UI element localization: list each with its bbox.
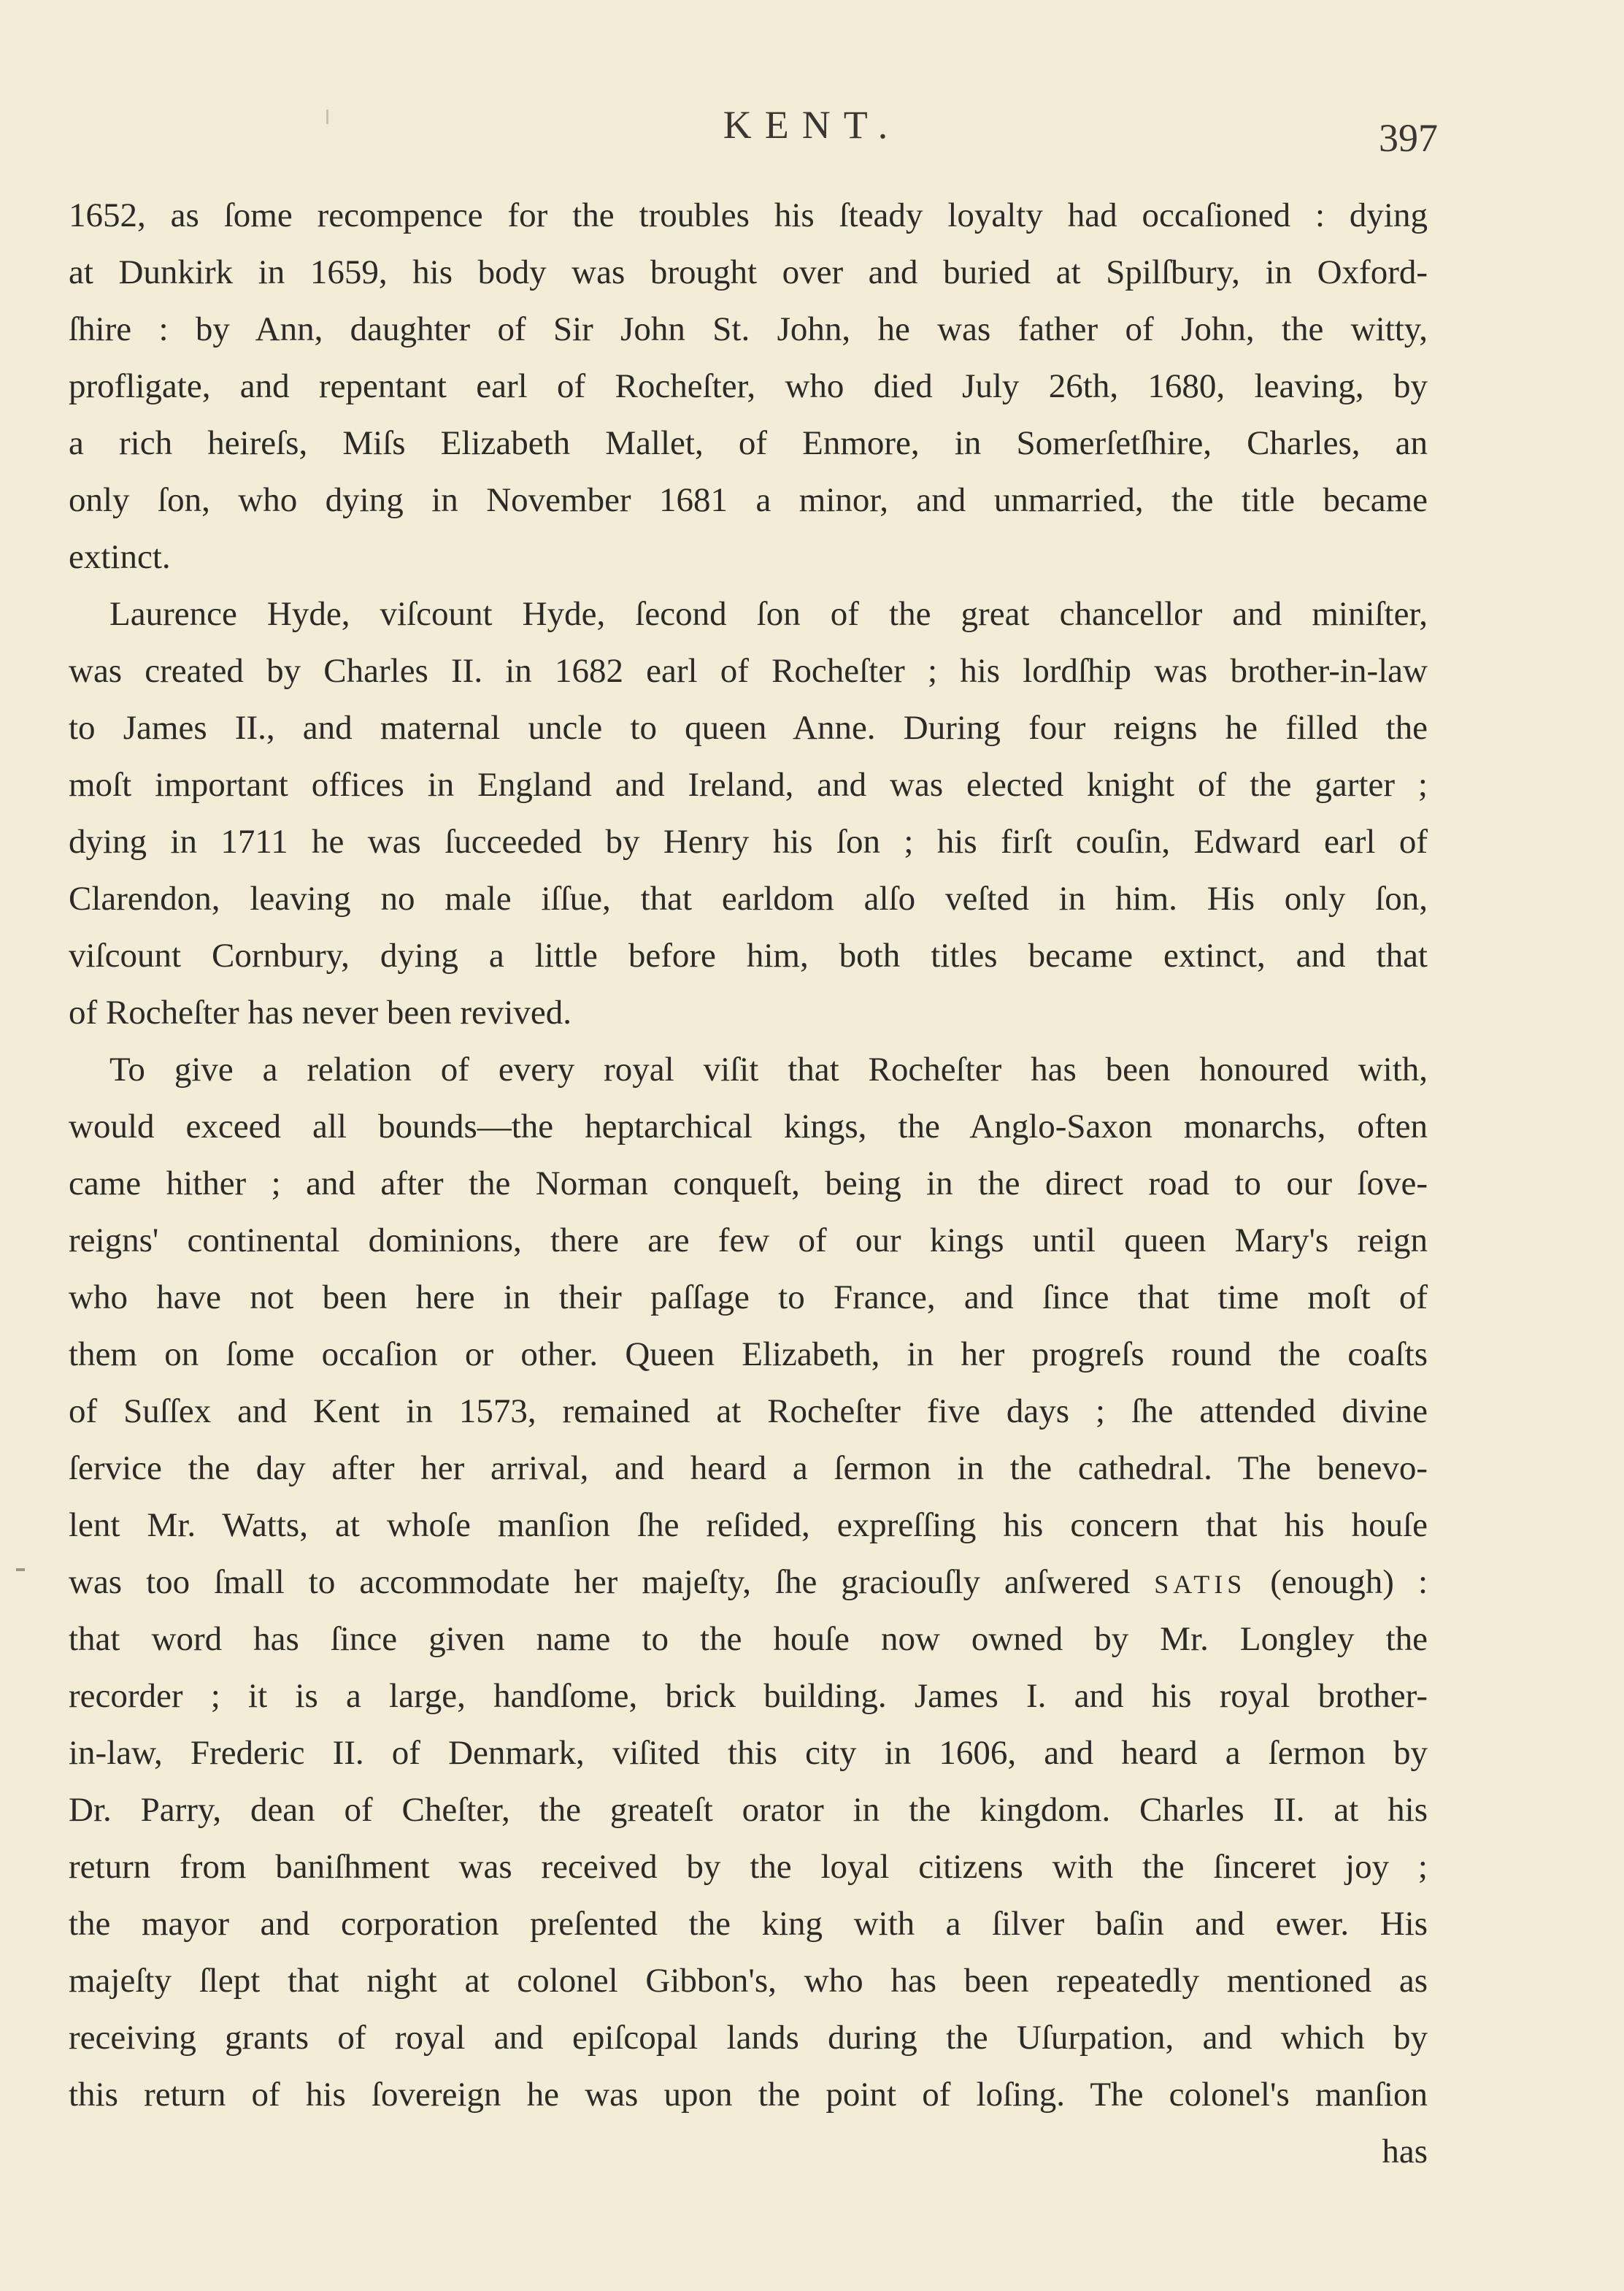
text-line: reigns' continental dominions, there are few of our kings until queen Mary's reign (69, 1221, 1428, 1259)
text-line: only ſon, who dying in November 1681 a minor, and unmarried, the title became (69, 481, 1428, 519)
text-line: profligate, and repentant earl of Rocheſter, who died July 26th, 1680, leaving, by (69, 367, 1428, 405)
text-fragment: was too ſmall to accommodate her majeſty, ſhe graciouſly anſwered (69, 1563, 1131, 1601)
text-line: who have not been here in their paſſage to France, and ſince that time moſt of (69, 1278, 1428, 1316)
running-title: KENT. (723, 103, 901, 147)
text-line: ſervice the day after her arrival, and heard a ſermon in the cathedral. The benevo- (69, 1449, 1428, 1487)
margin-mark (16, 1568, 25, 1571)
text-line (69, 1554, 1428, 1611)
text-line: majeſty ſlept that night at colonel Gibbon's, who has been repeatedly mentioned as (69, 1962, 1428, 2000)
text-line: Clarendon, leaving no male iſſue, that earldom alſo veſted in him. His only ſon, (69, 880, 1428, 918)
text-line: dying in 1711 he was ſucceeded by Henry his ſon ; his firſt couſin, Edward earl of (69, 823, 1428, 861)
text-line: this return of his ſovereign he was upon the point of loſing. The colonel's manſion (69, 2076, 1428, 2114)
catchword: has (1382, 2133, 1428, 2171)
text-line: of Suſſex and Kent in 1573, remained at Rocheſter five days ; ſhe attended divine (69, 1392, 1428, 1430)
text-line: that word has ſince given name to the houſe now owned by Mr. Longley the (69, 1620, 1428, 1658)
text-line: at Dunkirk in 1659, his body was brought over and buried at Spilſbury, in Oxford- (69, 253, 1428, 291)
text-line: a rich heireſs, Miſs Elizabeth Mallet, of Enmore, in Somerſetſhire, Charles, an (69, 424, 1428, 462)
text-line: in-law, Frederic II. of Denmark, viſited this city in 1606, and heard a ſermon by (69, 1734, 1428, 1772)
text-line: To give a relation of every royal viſit that Rocheſter has been honoured with, (109, 1051, 1428, 1089)
body-text (69, 187, 1428, 2180)
text-line: 1652, as ſome recompence for the troubles his ſteady loyalty had occaſioned : dying (69, 196, 1428, 234)
text-line: was created by Charles II. in 1682 earl of Rocheſter ; his lordſhip was brother-in-law (69, 652, 1428, 690)
text-line: viſcount Cornbury, dying a little before him, both titles became extinct, and that (69, 937, 1428, 975)
text-line: to James II., and maternal uncle to queen Anne. During four reigns he filled the (69, 709, 1428, 747)
text-line: of Rocheſter has never been revived. (69, 994, 572, 1032)
text-line: moſt important offices in England and Ireland, and was elected knight of the garter ; (69, 766, 1428, 804)
text-line: lent Mr. Watts, at whoſe manſion ſhe reſided, expreſſing his concern that his houſe (69, 1506, 1428, 1544)
text-line: came hither ; and after the Norman conqueſt, being in the direct road to our ſove- (69, 1164, 1428, 1202)
page-number: 397 (1379, 116, 1438, 160)
text-line: would exceed all bounds—the heptarchical kings, the Anglo-Saxon monarchs, often (69, 1108, 1428, 1146)
text-line: the mayor and corporation preſented the king with a ſilver baſin and ewer. His (69, 1905, 1428, 1943)
satis-word: SATIS (1154, 1570, 1247, 1599)
text-line: Laurence Hyde, viſcount Hyde, ſecond ſon of the great chancellor and miniſter, (109, 595, 1428, 633)
text-fragment: (enough) : (1270, 1563, 1428, 1601)
text-line: extinct. (69, 538, 171, 576)
text-line: recorder ; it is a large, handſome, brick building. James I. and his royal brother- (69, 1677, 1428, 1715)
text-line: them on ſome occaſion or other. Queen Elizabeth, in her progreſs round the coaſts (69, 1335, 1428, 1373)
text-line: ſhire : by Ann, daughter of Sir John St. John, he was father of John, the witty, (69, 310, 1428, 348)
text-line: return from baniſhment was received by the loyal citizens with the ſinceret joy ; (69, 1848, 1428, 1886)
text-line: receiving grants of royal and epiſcopal lands during the Uſurpation, and which by (69, 2019, 1428, 2057)
text-line: Dr. Parry, dean of Cheſter, the greateſt orator in the kingdom. Charles II. at his (69, 1791, 1428, 1829)
